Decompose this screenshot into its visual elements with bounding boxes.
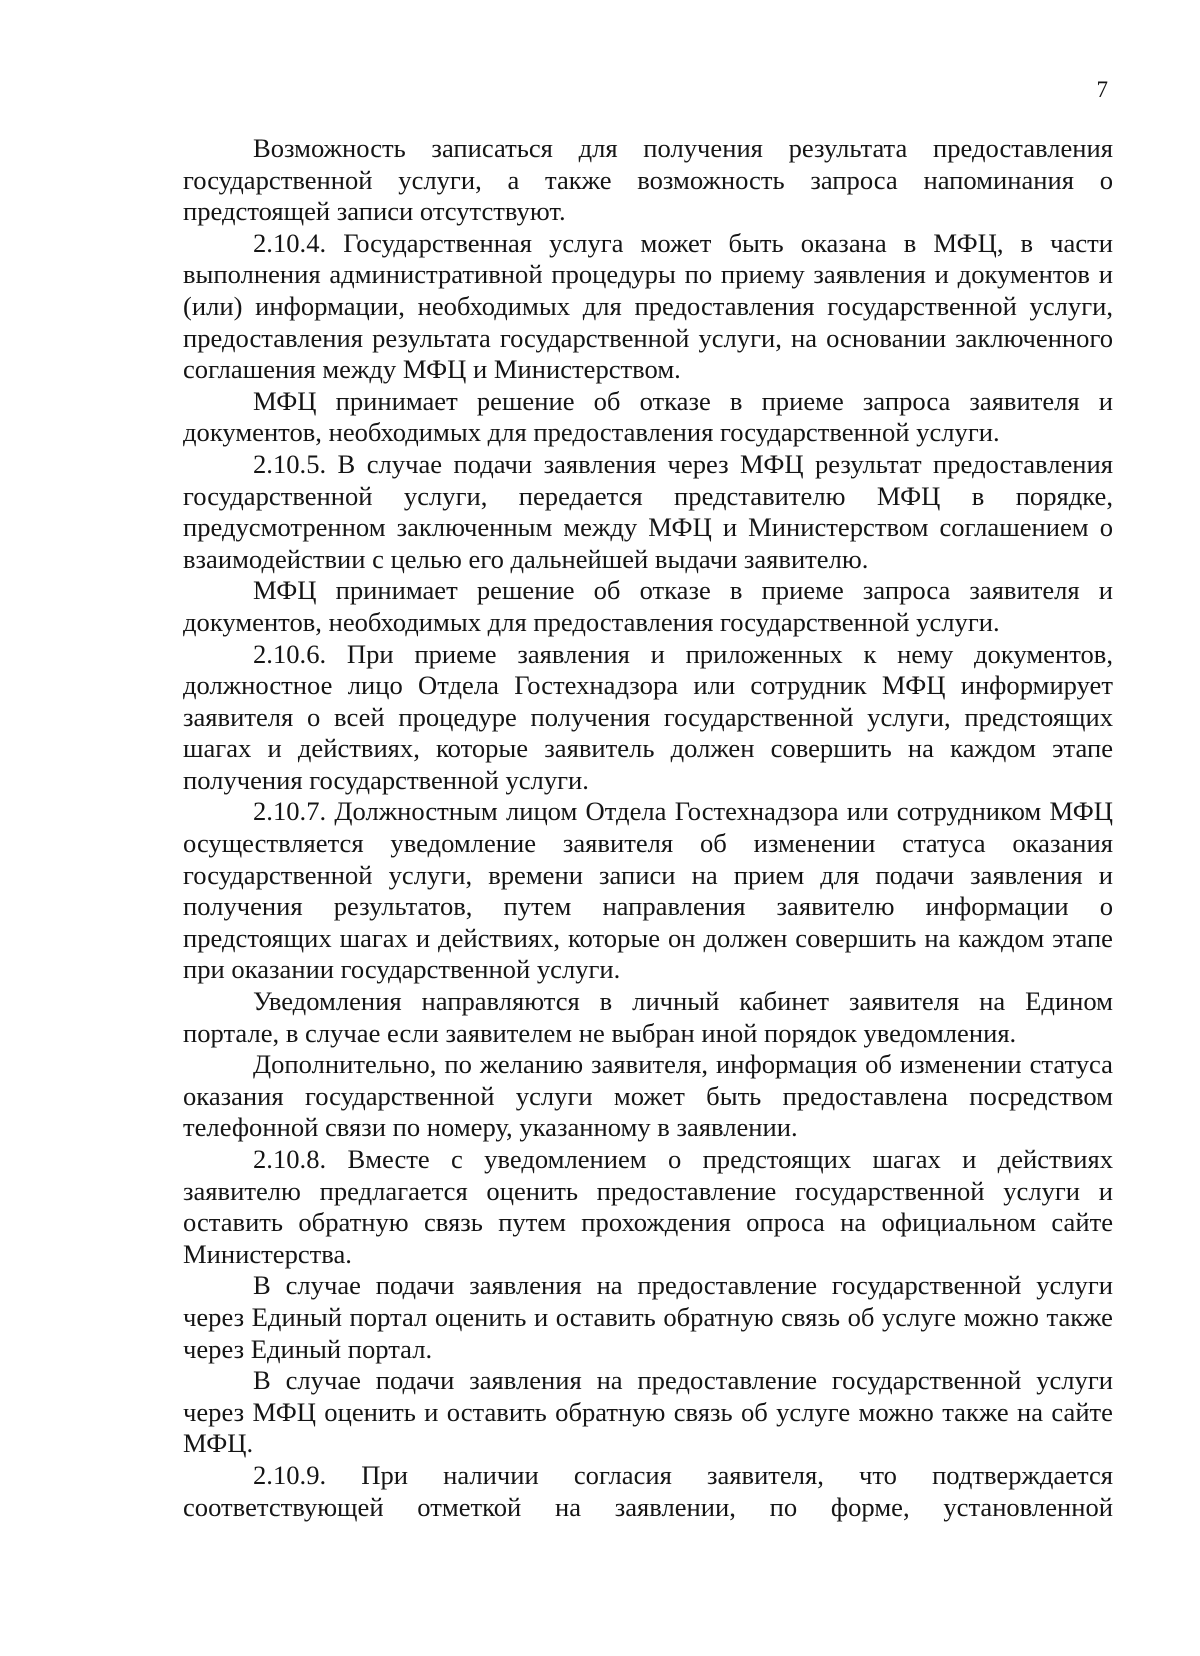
paragraph-notifications: Уведомления направляются в личный кабинет заявителя на Едином портале, в случае если заявителем не выбран иной порядок уведомления.	[183, 986, 1113, 1048]
paragraph-mfc-refusal-2: МФЦ принимает решение об отказе в приеме запроса заявителя и документов, необходимых для предоставления государственной услуги.	[183, 575, 1113, 637]
paragraph-2-10-7: 2.10.7. Должностным лицом Отдела Гостехнадзора или сотрудником МФЦ осуществляется уведомление заявителя об изменении статуса оказания государственной услуги, времени записи на прием для подачи заявления и получения результатов, путем направления заявителю информации о предстоящих шагах и действиях, которые он должен совершить на каждом этапе при оказании государственной услуги.	[183, 796, 1113, 985]
paragraph-feedback-mfc: В случае подачи заявления на предоставление государственной услуги через МФЦ оценить и оставить обратную связь об услуге можно также на сайте МФЦ.	[183, 1365, 1113, 1459]
paragraph-2-10-6: 2.10.6. При приеме заявления и приложенных к нему документов, должностное лицо Отдела Гостехнадзора или сотрудник МФЦ информирует заявителя о всей процедуре получения государственной услуги, предстоящих шагах и действиях, которые заявитель должен совершить на каждом этапе получения государственной услуги.	[183, 638, 1113, 795]
paragraph-2-10-8: 2.10.8. Вместе с уведомлением о предстоящих шагах и действиях заявителю предлагается оценить предоставление государственной услуги и оставить обратную связь путем прохождения опроса на официальном сайте Министерства.	[183, 1144, 1113, 1269]
paragraph-feedback-portal: В случае подачи заявления на предоставление государственной услуги через Единый портал оценить и оставить обратную связь об услуге можно также через Единый портал.	[183, 1270, 1113, 1364]
paragraph-2-10-9: 2.10.9. При наличии согласия заявителя, что подтверждается соответствующей отметкой на заявлении, по форме, установленной	[183, 1459, 1113, 1522]
document-body	[183, 133, 1113, 1523]
paragraph-mfc-refusal-1: МФЦ принимает решение об отказе в приеме запроса заявителя и документов, необходимых для предоставления государственной услуги.	[183, 385, 1113, 448]
page-number: 7	[1096, 77, 1108, 102]
paragraph-2-10-4: 2.10.4. Государственная услуга может быть оказана в МФЦ, в части выполнения административной процедуры по приему заявления и документов и (или) информации, необходимых для предоставления государственной услуги, предоставления результата государственной услуги, на основании заключенного соглашения между МФЦ и Министерством.	[183, 227, 1113, 385]
paragraph-phone-notification: Дополнительно, по желанию заявителя, информация об изменении статуса оказания государственной услуги может быть предоставлена посредством телефонной связи по номеру, указанному в заявлении.	[183, 1049, 1113, 1143]
paragraph-2-10-5: 2.10.5. В случае подачи заявления через МФЦ результат предоставления государственной услуги, передается представителю МФЦ в порядке, предусмотренном заключенным между МФЦ и Министерством соглашением о взаимодействии с целью его дальнейшей выдачи заявителю.	[183, 448, 1113, 574]
paragraph-booking-unavailable: Возможность записаться для получения результата предоставления государственной услуги, а также возможность запроса напоминания о предстоящей записи отсутствуют.	[183, 133, 1113, 227]
